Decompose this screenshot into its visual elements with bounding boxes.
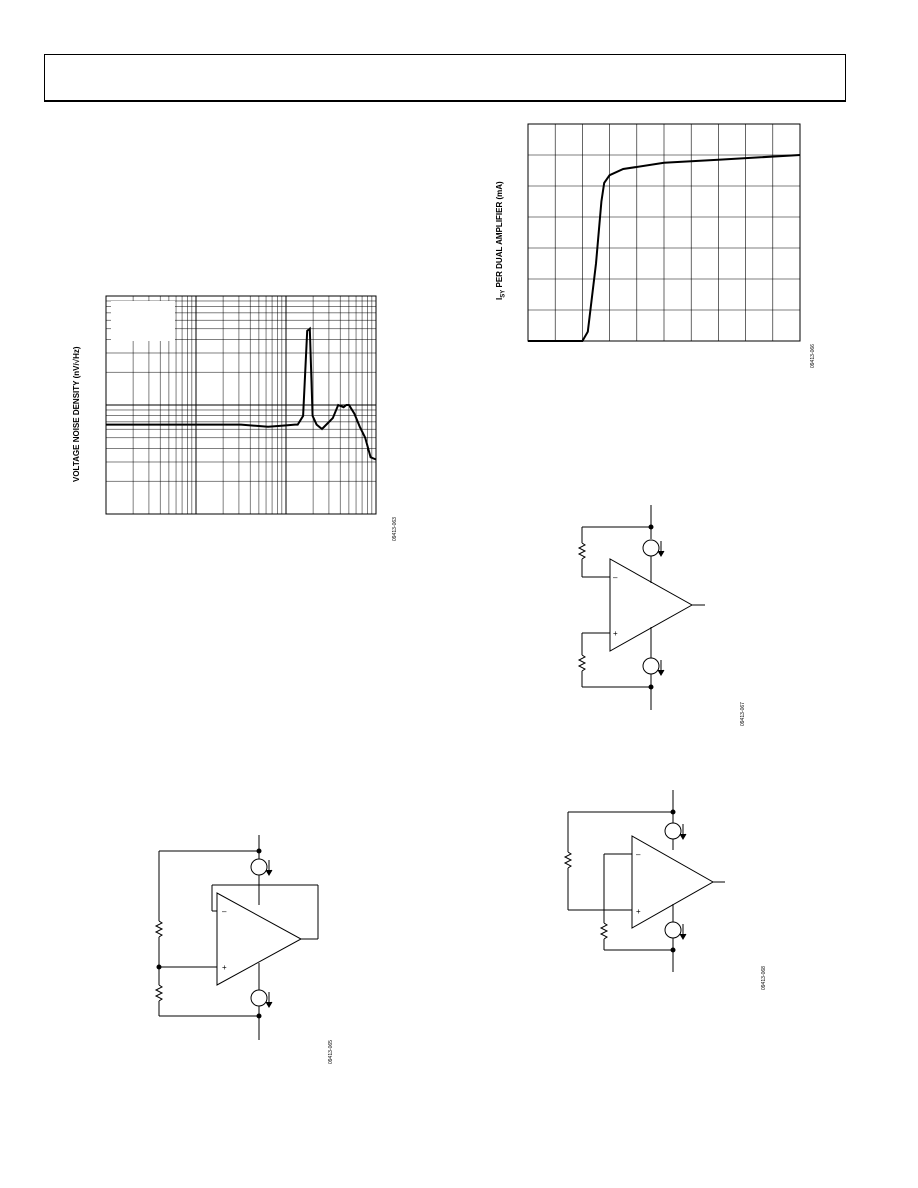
svg-text:–: – — [613, 573, 618, 582]
resistor-bottom — [579, 655, 585, 671]
noise-chart — [105, 295, 377, 515]
current-source-bottom — [643, 658, 659, 674]
svg-text:+: + — [636, 907, 641, 916]
circuit-diagram-1 — [150, 835, 330, 1045]
supply-chart — [527, 123, 801, 342]
noise-chart-ylabel: VOLTAGE NOISE DENSITY (nV/√Hz) — [72, 346, 81, 482]
supply-chart-ylabel-sub: SY — [500, 289, 507, 298]
supply-chart-ylabel-text: PER DUAL AMPLIFIER (mA) — [495, 181, 504, 288]
noise-legend-box — [111, 301, 175, 341]
svg-text:–: – — [222, 907, 227, 916]
noise-chart-figure-id: 09413-063 — [392, 517, 398, 541]
circuit-3-figure-id: 09413-068 — [761, 966, 767, 990]
resistor-top — [579, 543, 585, 559]
svg-text:+: + — [222, 963, 227, 972]
supply-chart-figure-id: 09413-066 — [810, 344, 816, 368]
circuit-2-figure-id: 09413-067 — [740, 702, 746, 726]
supply-chart-ylabel: $I_{SY}$ PER DUAL AMPLIFIER (mA) — [495, 181, 507, 300]
current-source-top — [643, 540, 659, 556]
svg-text:+: + — [613, 629, 618, 638]
circuit-1-figure-id: 09413-065 — [328, 1040, 334, 1064]
page-header-frame — [44, 54, 846, 102]
svg-text:–: – — [636, 850, 641, 859]
circuit-diagram-3 — [560, 790, 730, 975]
circuit-diagram-2 — [570, 505, 720, 715]
noise-series-line — [106, 329, 376, 460]
